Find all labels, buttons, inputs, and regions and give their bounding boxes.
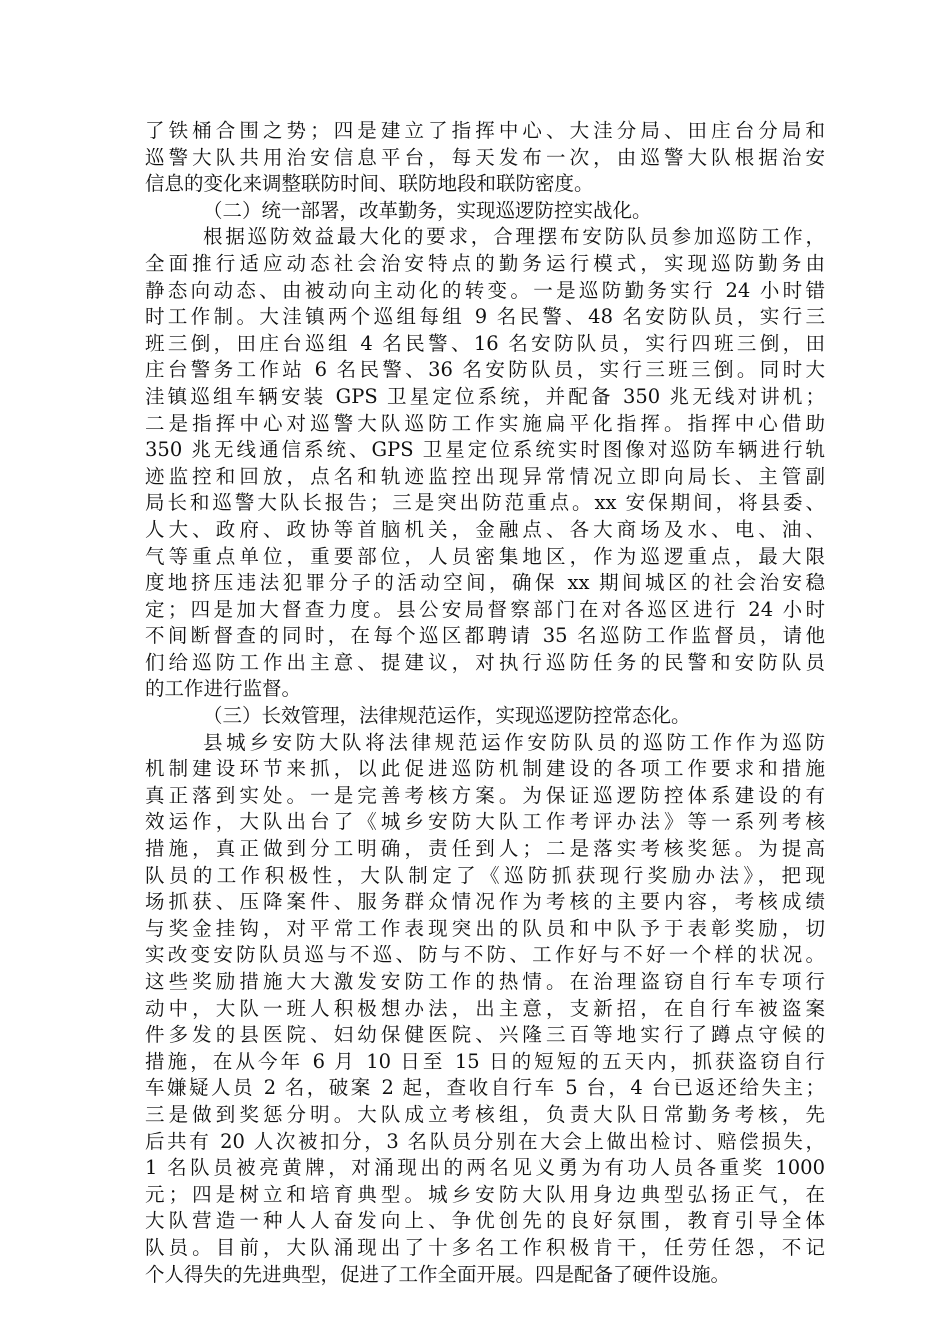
text-line: 静态向动态、由被动向主动化的转变。一是巡防勤务实行 24 小时错 [145,278,825,302]
text-line: 真正落到实处。一是完善考核方案。为保证巡逻防控体系建设的有 [145,783,825,807]
text-line: 场抓获、压降案件、服务群众情况作为考核的主要内容，考核成绩 [145,890,825,914]
section-heading [145,703,825,730]
text-line: 县城乡安防大队将法律规范运作安防队员的巡防工作作为巡防 [203,730,825,754]
section-heading [145,198,825,225]
text-line: 了铁桶合围之势；四是建立了指挥中心、大洼分局、田庄台分局和 [145,119,825,142]
text-line: 度地挤压违法犯罪分子的活动空间，确保 xx 期间城区的社会治安稳 [145,571,825,595]
text-line: 1 名队员被亮黄牌，对涌现出的两名见义勇为有功人员各重奖 1000 [145,1156,825,1180]
text-line: 350 兆无线通信系统、GPS 卫星定位系统实时图像对巡防车辆进行轨 [145,438,825,462]
text-line: 不间断督查的同时，在每个巡区都聘请 35 名巡防工作监督员，请他 [145,624,825,648]
text-line: 车嫌疑人员 2 名，破案 2 起，查收自行车 5 台，4 台已返还给失主； [145,1076,825,1100]
text-line: 队员。目前，大队涌现出了十多名工作积极肯干，任劳任怨，不记 [145,1235,825,1259]
text-line: 气等重点单位，重要部位，人员密集地区，作为巡逻重点，最大限 [145,544,825,568]
text-line: 后共有 20 人次被扣分，3 名队员分别在大会上做出检讨、赔偿损失， [145,1129,825,1153]
text-line: 巡警大队共用治安信息平台，每天发布一次，由巡警大队根据治安 [145,145,825,169]
text-line: 与奖金挂钩，对平常工作表现突出的队员和中队予于表彰奖励，切 [145,916,825,940]
text-line: 时工作制。大洼镇两个巡组每组 9 名民警、48 名安防队员，实行三 [145,305,825,329]
text-line: 们给巡防工作出主意、提建议，对执行巡防任务的民警和安防队员 [145,650,825,674]
text-line: 动中，大队一班人积极想办法，出主意，支新招，在自行车被盗案 [145,996,825,1020]
text-line: （二）统一部署，改革勤务，实现巡逻防控实战化。 [203,198,652,222]
text-line: 效运作，大队出台了《城乡安防大队工作考评办法》等一系列考核 [145,810,825,834]
text-line: 局长和巡警大队长报告；三是突出防范重点。xx 安保期间，将县委、 [145,491,825,515]
text-line: 三是做到奖惩分明。大队成立考核组，负责大队日常勤务考核，先 [145,1102,825,1126]
text-line: 定；四是加大督查力度。县公安局督察部门在对各巡区进行 24 小时 [145,597,825,621]
text-line: 迹监控和回放，点名和轨迹监控出现异常情况立即向局长、主管副 [145,464,825,488]
paragraph-continued [145,118,825,198]
paragraph [145,224,825,703]
paragraph [145,730,825,1288]
text-line: 大队营造一种人人奋发向上、争优创先的良好氛围，教育引导全体 [145,1209,825,1233]
text-line: 措施，真正做到分工明确，责任到人；二是落实考核奖惩。为提高 [145,837,825,861]
text-line: 实改变安防队员巡与不巡、防与不防、工作好与不好一个样的状况。 [145,943,825,967]
text-line: 庄台警务工作站 6 名民警、36 名安防队员，实行三班三倒。同时大 [145,358,825,382]
text-line: 这些奖励措施大大激发安防工作的热情。在治理盗窃自行车专项行 [145,970,825,993]
text-line: 人大、政府、政协等首脑机关，金融点、各大商场及水、电、油、 [145,517,825,541]
text-line: 二是指挥中心对巡警大队巡防工作实施扁平化指挥。指挥中心借助 [145,411,825,435]
text-line: 措施，在从今年 6 月 10 日至 15 日的短短的五天内，抓获盗窃自行 [145,1049,825,1073]
text-line: 班三倒，田庄台巡组 4 名民警、16 名安防队员，实行四班三倒，田 [145,331,825,355]
text-line: 全面推行适应动态社会治安特点的勤务运行模式，实现巡防勤务由 [145,251,825,275]
text-line: 件多发的县医院、妇幼保健医院、兴隆三百等地实行了蹲点守候的 [145,1023,825,1047]
text-line: 个人得失的先进典型，促进了工作全面开展。四是配备了硬件设施。 [145,1262,731,1286]
text-line: 信息的变化来调整联防时间、联防地段和联防密度。 [145,172,594,196]
text-line: 队员的工作积极性，大队制定了《巡防抓获现行奖励办法》，把现 [145,863,825,887]
text-line: 元；四是树立和培育典型。城乡安防大队用身边典型弘扬正气，在 [145,1182,825,1206]
text-line: 的工作进行监督。 [145,677,302,701]
text-line: 根据巡防效益最大化的要求，合理摆布安防队员参加巡防工作， [203,225,825,249]
text-line: 洼镇巡组车辆安装 GPS 卫星定位系统，并配备 350 兆无线对讲机； [145,384,825,408]
text-line: （三）长效管理，法律规范运作，实现巡逻防控常态化。 [203,704,691,728]
text-line: 机制建设环节来抓，以此促进巡防机制建设的各项工作要求和措施 [145,757,825,781]
document-body [145,118,825,1288]
